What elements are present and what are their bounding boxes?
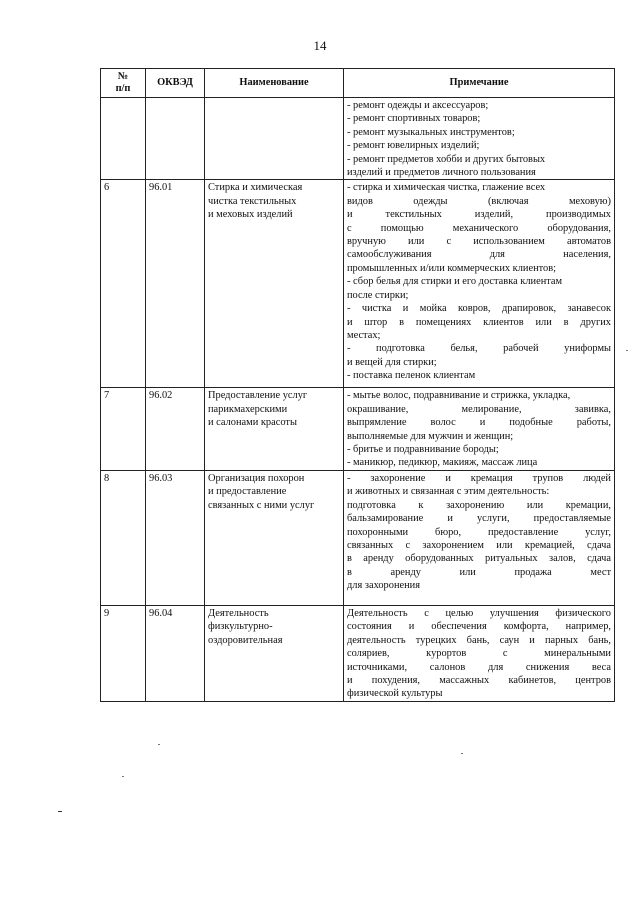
- activity-name: [205, 388, 344, 470]
- note-line: вручную или с использованием автоматов: [347, 236, 611, 248]
- note-line: бальзамирование и услуги, предоставляемые: [347, 513, 611, 525]
- note-line: после стирки;: [347, 289, 409, 301]
- note-line: - ремонт ювелирных изделий;: [347, 140, 480, 152]
- activity-name-line: и меховых изделий: [208, 209, 293, 221]
- note-line: и штор в помещениях клиентов или в других: [347, 316, 611, 328]
- note-line: подготовка к захоронению или кремации,: [347, 499, 611, 511]
- okved-code: 96.03: [146, 470, 205, 605]
- activity-name: [205, 470, 344, 605]
- row-number: 7: [101, 388, 146, 470]
- note-line: - бритье и подравнивание бороды;: [347, 444, 499, 456]
- row-number: 6: [101, 180, 146, 388]
- note-line: - ремонт спортивных товаров;: [347, 113, 481, 125]
- activity-name-line: Организация похорон: [208, 472, 305, 484]
- note-line: промышленных и/или коммерческих клиентов;: [347, 262, 557, 274]
- table-row: [101, 98, 615, 180]
- activity-name-line: и предоставление: [208, 486, 287, 498]
- note-line: видов одежды (включая меховую): [347, 195, 611, 207]
- okved-code: 96.04: [146, 605, 205, 701]
- note-line: и похудения, массажных кабинетов, центров: [347, 674, 611, 686]
- table-row: [101, 388, 615, 470]
- note-line: - захоронение и кремация трупов людей: [347, 472, 611, 484]
- note-line: - мытье волос, подравнивание и стрижка, укладка,: [347, 390, 571, 402]
- note-line: и вещей для стирки;: [347, 356, 437, 368]
- scan-speck: [122, 776, 124, 777]
- activity-note: [344, 605, 615, 701]
- note-line: - ремонт предметов хобби и других бытовых: [347, 153, 546, 165]
- note-line: - подготовка белья, рабочей униформы: [347, 343, 611, 355]
- activity-name-line: оздоровительная: [208, 634, 283, 646]
- row-number: 9: [101, 605, 146, 701]
- activity-name-line: Деятельность: [208, 607, 269, 619]
- table-row: [101, 605, 615, 701]
- activity-name-line: физкультурно-: [208, 621, 273, 633]
- row-number: [101, 98, 146, 180]
- note-line: состояния и обеспечения комфорта, например,: [347, 621, 611, 633]
- note-line: - ремонт одежды и аксессуаров;: [347, 100, 489, 111]
- note-line: и животных и связанная с этим деятельность:: [347, 486, 550, 498]
- note-line: - сбор белья для стирки и его доставка клиентам: [347, 276, 563, 288]
- okved-code: 96.01: [146, 180, 205, 388]
- activity-table: [100, 68, 615, 702]
- activity-note: [344, 98, 615, 180]
- header-code: ОКВЭД: [146, 69, 205, 98]
- note-line: с помощью механического оборудования,: [347, 222, 611, 234]
- header-num-label: № п/п: [115, 71, 131, 94]
- scan-speck: [461, 753, 463, 754]
- note-line: связанных с захоронением или кремацией, сдача: [347, 539, 611, 551]
- activity-note: [344, 388, 615, 470]
- activity-note: [344, 470, 615, 605]
- activity-name-line: Предоставление услуг: [208, 390, 308, 402]
- note-line: - ремонт музыкальных инструментов;: [347, 126, 515, 138]
- activity-name-line: парикмахерскими: [208, 403, 288, 415]
- note-line: похоронными бюро, предоставление услуг,: [347, 526, 611, 538]
- note-line: в аренду или продажа мест: [347, 566, 611, 578]
- table-row: [101, 470, 615, 605]
- note-line: Деятельность с целью улучшения физического: [347, 607, 611, 619]
- activity-name: [205, 98, 344, 180]
- header-name: Наименование: [205, 69, 344, 98]
- scan-speck: [626, 350, 628, 351]
- scan-speck: [158, 744, 160, 745]
- header-num: [101, 69, 146, 98]
- activity-name: [205, 180, 344, 388]
- note-line: самообслуживания для населения,: [347, 249, 611, 261]
- okved-code: 96.02: [146, 388, 205, 470]
- note-line: физической культуры: [347, 688, 443, 700]
- activity-note: [344, 180, 615, 388]
- okved-code: [146, 98, 205, 180]
- table-row: [101, 180, 615, 388]
- activity-name-line: Стирка и химическая: [208, 182, 303, 194]
- activity-name-line: чистка текстильных: [208, 195, 297, 207]
- note-line: и текстильных изделий, производимых: [347, 209, 611, 221]
- row-number: 8: [101, 470, 146, 605]
- note-line: - чистка и мойка ковров, драпировок, занавесок: [347, 303, 611, 315]
- note-line: местах;: [347, 329, 381, 341]
- page-number: 14: [313, 38, 327, 53]
- header-note: Примечание: [344, 69, 615, 98]
- note-line: - поставка пеленок клиентам: [347, 370, 476, 382]
- note-line: соляриев, курортов с минеральными: [347, 648, 611, 660]
- note-line: изделий и предметов личного пользования: [347, 167, 536, 179]
- activity-name-line: и салонами красоты: [208, 417, 297, 429]
- note-line: выполняемые для мужчин и женщин;: [347, 430, 514, 442]
- table-header-row: [101, 69, 615, 98]
- scan-speck: [58, 811, 62, 812]
- note-line: деятельность турецких бань, саун и парных бань,: [347, 634, 611, 646]
- activity-name: [205, 605, 344, 701]
- note-line: окрашивание, мелирование, завивка,: [347, 403, 611, 415]
- note-line: - стирка и химическая чистка, глажение всех: [347, 182, 546, 194]
- note-line: в аренду оборудованных ритуальных залов, сдача: [347, 553, 611, 565]
- note-line: источниками, салонов для снижения веса: [347, 661, 611, 673]
- activity-name-line: связанных с ними услуг: [208, 499, 315, 511]
- note-line: выпрямление волос и подобные работы,: [347, 417, 611, 429]
- note-line: для захоронения: [347, 580, 421, 592]
- note-line: - маникюр, педикюр, макияж, массаж лица: [347, 457, 538, 469]
